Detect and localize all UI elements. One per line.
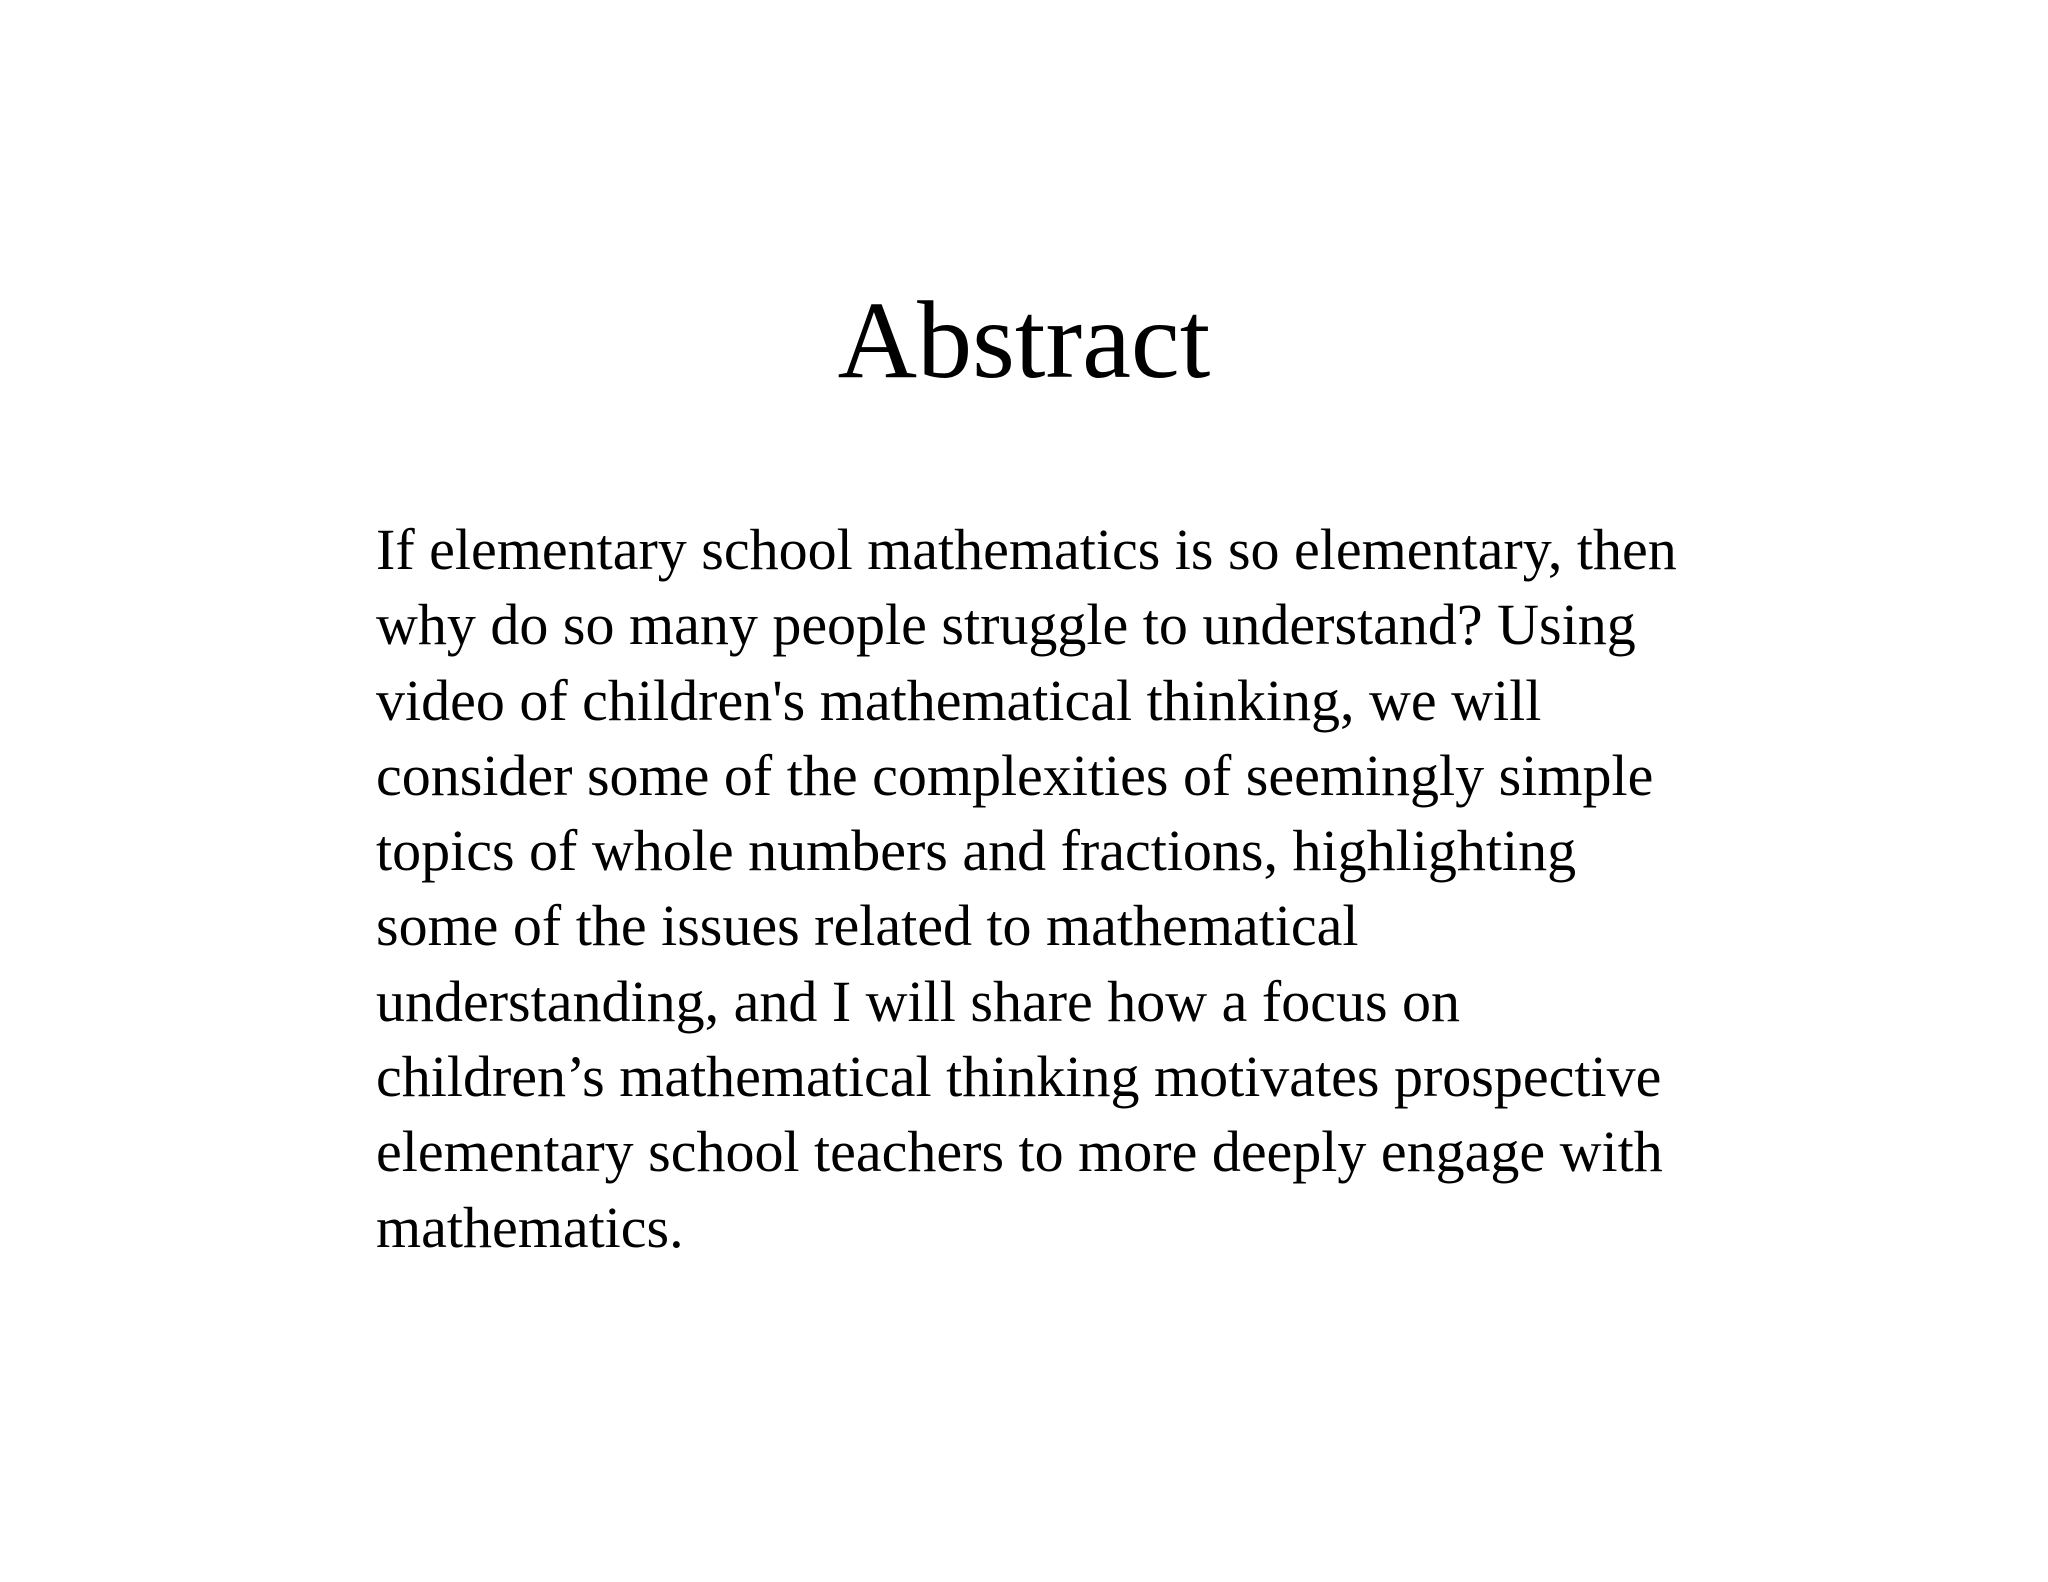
abstract-line: elementary school teachers to more deeply engage with — [376, 1119, 1663, 1185]
abstract-line: understanding, and I will share how a focus on — [376, 968, 1461, 1034]
abstract-line: why do so many people struggle to understand? Using — [376, 592, 1636, 658]
abstract-line: mathematics. — [376, 1194, 684, 1260]
abstract-line: topics of whole numbers and fractions, highlighting — [376, 818, 1577, 884]
abstract-line: consider some of the complexities of seemingly simple — [376, 742, 1654, 808]
abstract-line: some of the issues related to mathematical — [376, 893, 1359, 959]
abstract-body — [376, 512, 1816, 1265]
abstract-line: If elementary school mathematics is so elementary, then — [376, 517, 1677, 582]
abstract-line: children’s mathematical thinking motivates prospective — [376, 1044, 1662, 1110]
page-title: Abstract — [837, 279, 1211, 401]
abstract-line: video of children's mathematical thinking, we will — [376, 667, 1542, 733]
